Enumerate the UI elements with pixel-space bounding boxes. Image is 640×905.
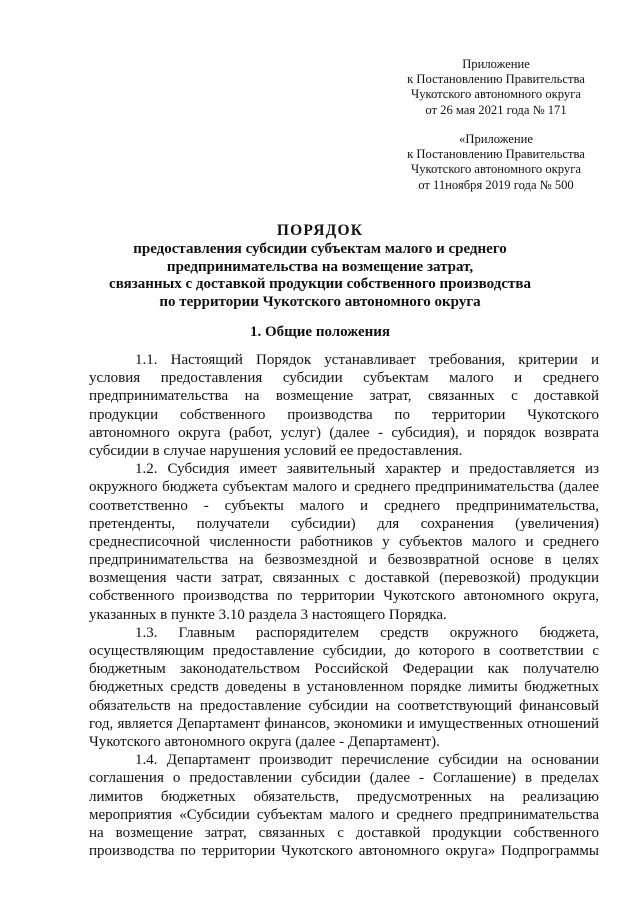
paragraph-line: обязательств на предоставление субсидии на соответствующий финансовый: [89, 697, 599, 714]
paragraph-line: мероприятия «Субсидии субъектам малого и среднего предпринимательства: [89, 806, 599, 823]
title-line: связанных с доставкой продукции собственного производства: [109, 276, 531, 293]
paragraph-line: 1.3. Главным распорядителем средств окружного бюджета,: [135, 624, 599, 641]
paragraph-line: предпринимательства на безвозмездной и безвозвратной основе в целях: [89, 552, 599, 569]
paragraph-line: условия предоставления субсидии субъектам малого и среднего: [89, 370, 599, 387]
paragraph-line: указанных в пункте 3.10 раздела 3 настоящего Порядка.: [89, 606, 447, 623]
paragraph-line: предпринимательства на возмещение затрат, связанных с доставкой: [89, 388, 599, 405]
paragraph: [89, 624, 599, 751]
paragraph-line: возмещения части затрат, связанных с доставкой (перевозкой) продукции: [89, 570, 599, 587]
paragraph-line: год, является Департамент финансов, экономики и имущественных отношений: [89, 715, 599, 732]
paragraph-line: собственного производства по территории Чукотского автономного округа,: [89, 588, 599, 605]
paragraph-line: претенденты, получатели субсидии) для сохранения (увеличения): [89, 515, 599, 532]
document-title: [80, 222, 560, 311]
paragraph-line: среднесписочной численности работников у субъектов малого и среднего: [89, 533, 599, 550]
paragraph: [89, 751, 599, 860]
paragraph-line: осуществляющим предоставление субсидии, до которого в соответствии с: [89, 643, 599, 659]
paragraph-line: производства по территории Чукотского автономного округа» Подпрограммы: [89, 843, 599, 860]
paragraph-line: бюджетным законодательством Российской Федерации как получателю: [89, 661, 599, 678]
appendix-line: «Приложение: [459, 132, 533, 146]
paragraph-line: лимитов бюджетных обязательств, предусмотренных на реализацию: [89, 788, 599, 805]
document-body: [89, 351, 599, 860]
appendix-line: Чукотского автономного округа: [411, 162, 581, 177]
appendix-reference-current: [386, 57, 606, 118]
paragraph-line: 1.1. Настоящий Порядок устанавливает требования, критерии и: [135, 352, 599, 368]
appendix-line: к Постановлению Правительства: [407, 147, 585, 162]
paragraph-line: субсидии в случае нарушения условий ее предоставления.: [89, 442, 463, 459]
appendix-line: от 26 мая 2021 года № 171: [425, 102, 567, 117]
title-subtitle: [80, 241, 560, 311]
paragraph-line: 1.4. Департамент производит перечисление субсидии на основании: [135, 752, 599, 769]
paragraph-line: соответственно - субъекты малого и среднего предпринимательства,: [89, 497, 599, 514]
paragraph: [89, 351, 599, 460]
title-line: по территории Чукотского автономного округа: [159, 293, 481, 310]
paragraph-line: бюджетных средств доведены в установленном порядке лимиты бюджетных: [89, 679, 599, 696]
title-line: предоставления субсидии субъектам малого и среднего: [133, 241, 507, 258]
appendix-line: Приложение: [462, 57, 530, 71]
appendix-line: Чукотского автономного округа: [411, 87, 581, 102]
appendix-line: от 11ноября 2019 года № 500: [418, 177, 574, 192]
paragraph-line: продукции собственного производства по территории Чукотского: [89, 406, 599, 423]
appendix-reference-original: [386, 132, 606, 193]
appendix-line: к Постановлению Правительства: [407, 72, 585, 87]
title-main: ПОРЯДОК: [276, 222, 364, 239]
paragraph: [89, 460, 599, 624]
paragraph-line: окружного бюджета субъектам малого и среднего предпринимательства (далее: [89, 479, 599, 496]
paragraph-line: на возмещение затрат, связанных с доставкой продукции собственного: [89, 824, 599, 841]
paragraph-line: Чукотского автономного округа (далее - Департамент).: [89, 733, 440, 750]
paragraph-line: соглашения о предоставлении субсидии (далее - Соглашение) в пределах: [89, 770, 599, 787]
section-heading: 1. Общие положения: [249, 324, 391, 340]
paragraph-line: автономного округа (работ, услуг) (далее - субсидия), и порядок возврата: [89, 424, 599, 441]
title-line: предпринимательства на возмещение затрат,: [166, 258, 474, 275]
paragraph-line: 1.2. Субсидия имеет заявительный характер и предоставляется из: [135, 461, 599, 478]
